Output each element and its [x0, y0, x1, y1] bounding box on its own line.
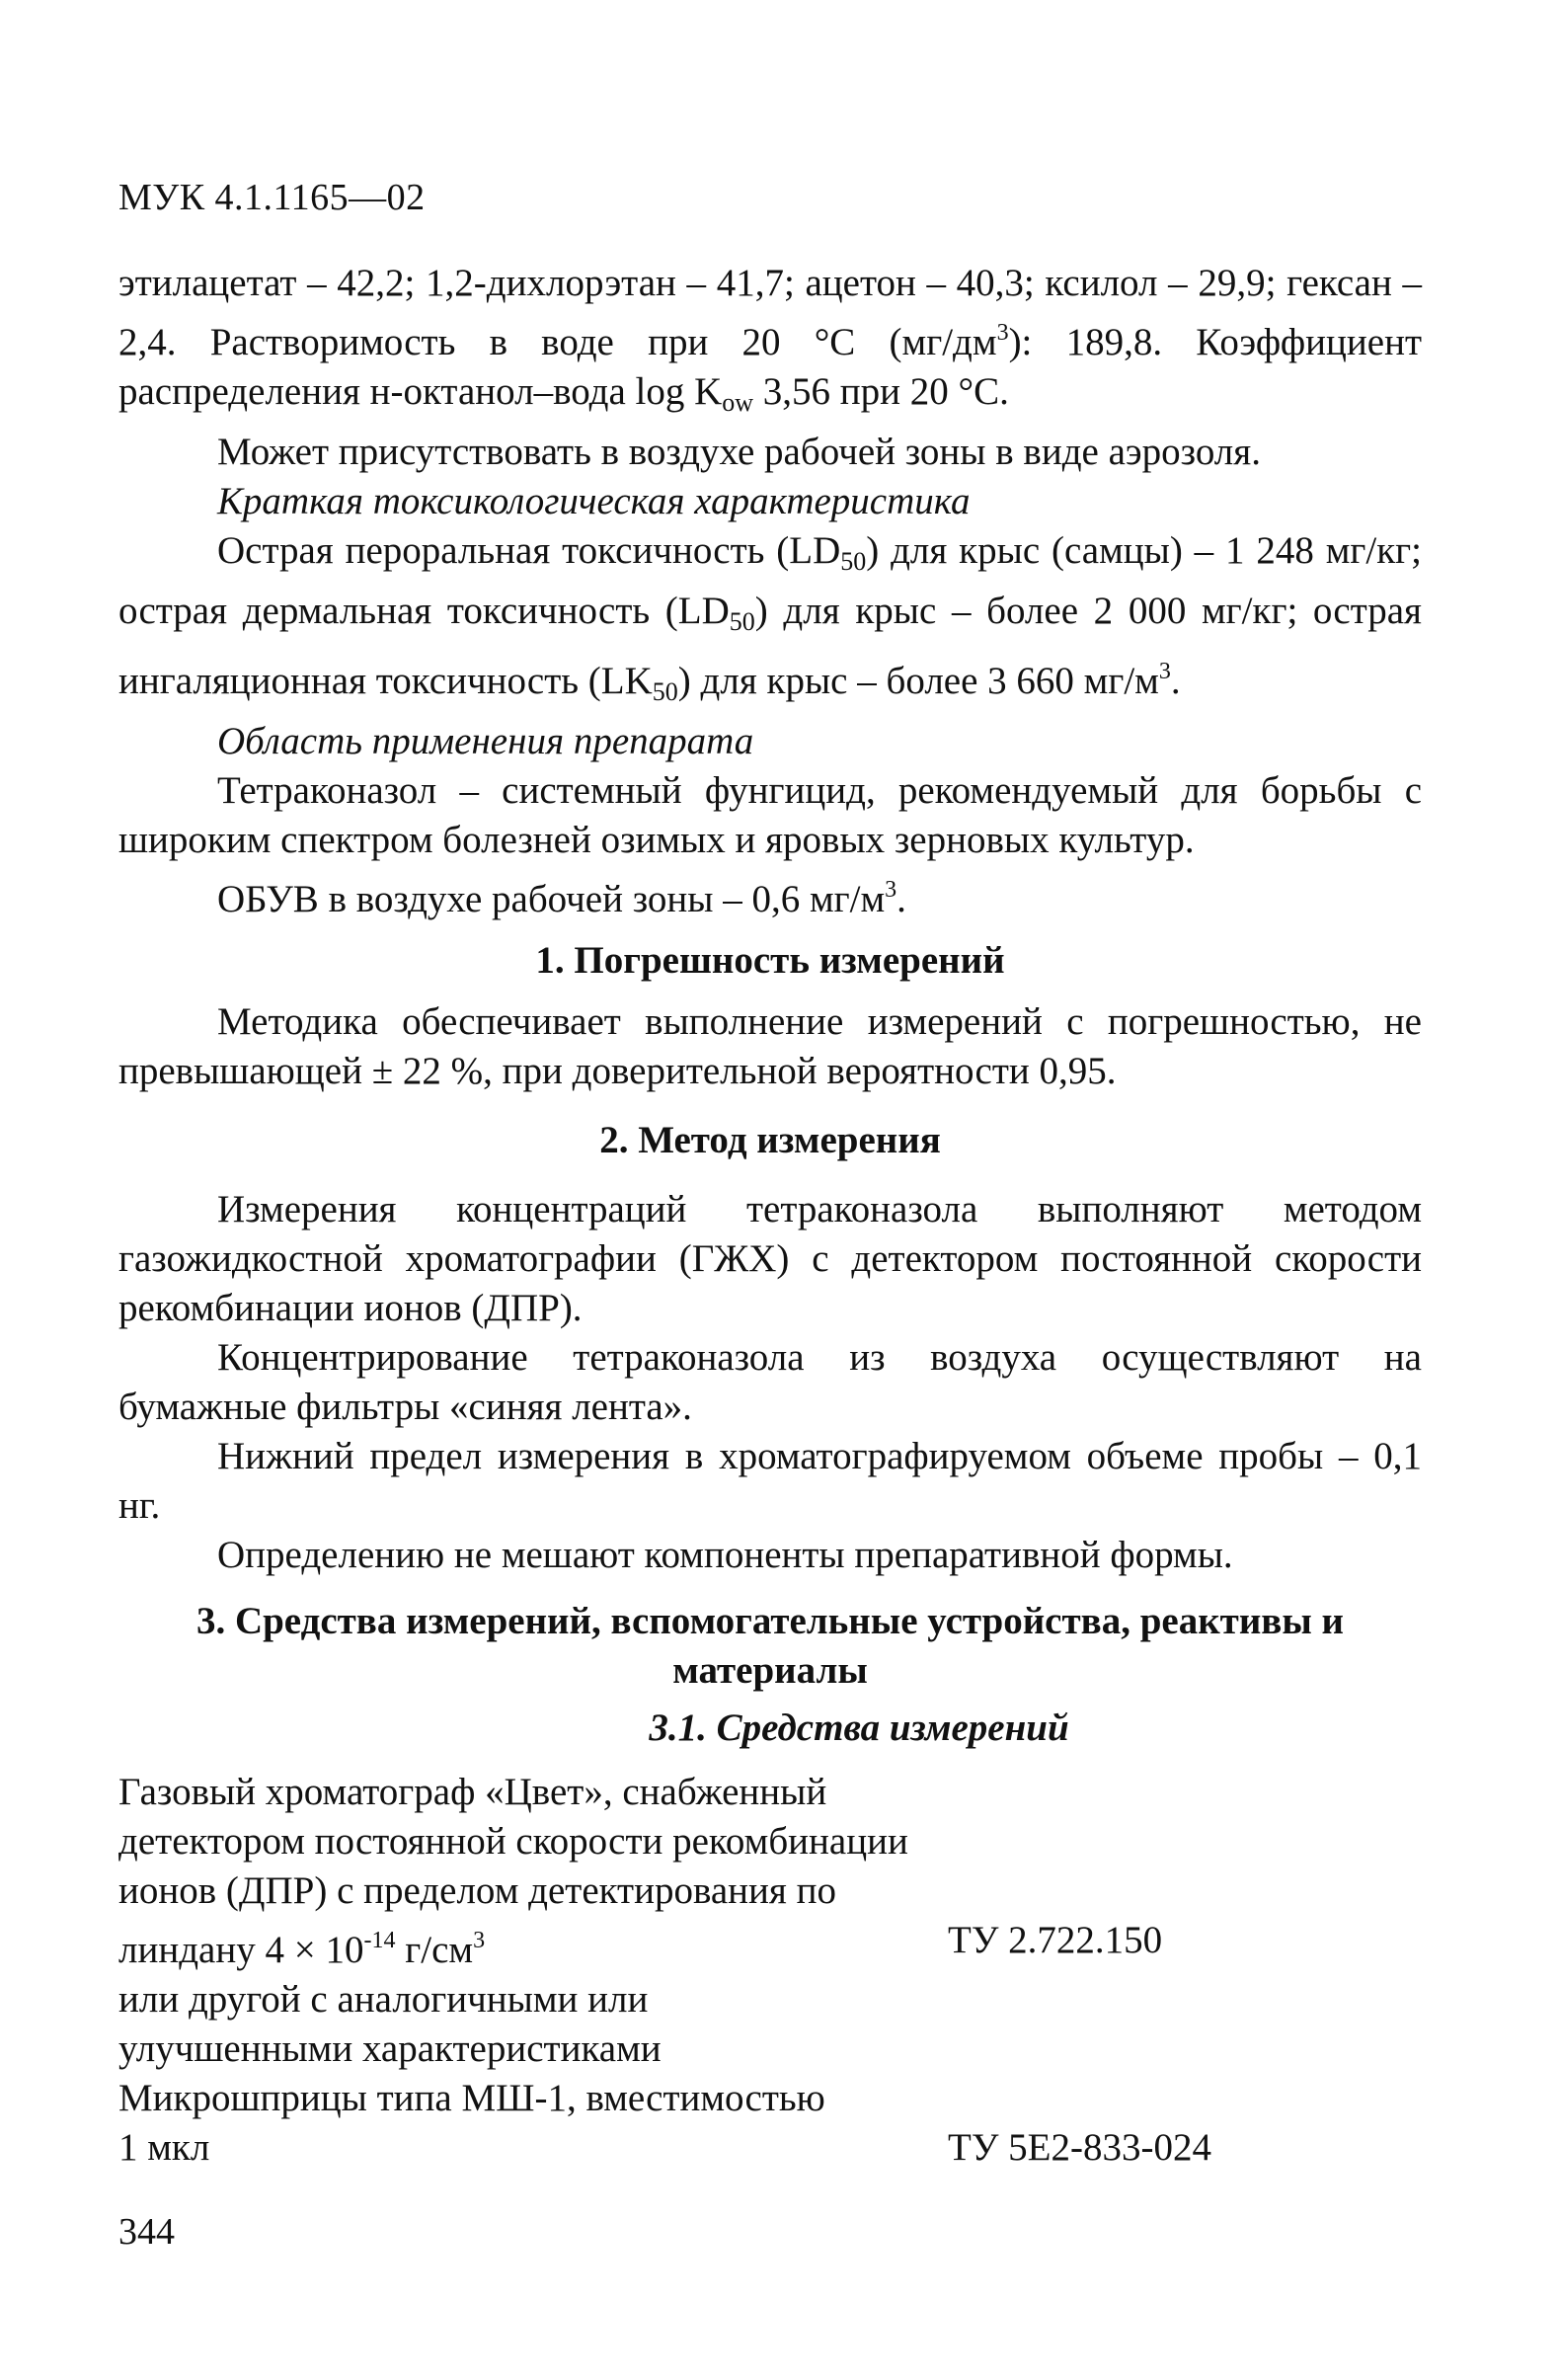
document-code: МУК 4.1.1165—02 — [118, 177, 426, 218]
subscript: ow — [722, 388, 754, 417]
section-2-body — [118, 1185, 1422, 1580]
tox-text-2: ) для крыс (самцы) – 1 248 мг/кг; острая дермальная токсичность (LD — [118, 529, 1422, 632]
concentration-paragraph: Концентрирование тетраконазола из воздуха осуществляют на бумажные фильтры «синяя лента». — [118, 1336, 1422, 1428]
tox-text-3: ) для крыс – более 2 000 мг/кг; острая ингаляционная токсичность (LK — [118, 590, 1422, 702]
intro-section — [118, 259, 1422, 924]
section-3-title-line2: материалы — [672, 1649, 868, 1692]
equipment-name — [118, 1768, 948, 2074]
interference-paragraph: Определению не мешают компоненты препаративной формы. — [217, 1534, 1233, 1576]
solubility-text: этилацетат – 42,2; 1,2-дихлорэтан – 41,7; ацетон – 40,3; ксилол – 29,9; гексан – 2,4. Растворимость в воде при 20 °С (мг/дм — [118, 262, 1422, 363]
subscript: 50 — [729, 607, 755, 636]
superscript: 3 — [885, 877, 897, 903]
subsection-3-1-title: 3.1. Средства измерений — [649, 1706, 1069, 1749]
tox-text-1: Острая пероральная токсичность (LD — [217, 529, 841, 572]
section-1-title: 1. Погрешность измерений — [535, 939, 1005, 982]
superscript: 3 — [1158, 659, 1171, 684]
aerosol-paragraph: Может присутствовать в воздухе рабочей зоны в виде аэрозоля. — [217, 431, 1261, 473]
equipment-line: улучшенными характеристиками — [118, 2027, 662, 2070]
superscript: 3 — [473, 1928, 486, 1953]
obuv-text: ОБУВ в воздухе рабочей зоны – 0,6 мг/м — [217, 878, 886, 920]
equipment-line: Микрошприцы типа МШ-1, вместимостью — [118, 2077, 825, 2119]
method-paragraph: Измерения концентраций тетраконазола выполняют методом газожидкостной хроматографии (ГЖХ) с детектором постоянной скорости рекомбинации ионов (ДПР). — [118, 1188, 1422, 1329]
application-paragraph: Тетраконазол – системный фунгицид, рекомендуемый для борьбы с широким спектром болезней озимых и яровых зерновых культур. — [118, 769, 1422, 861]
lower-limit-paragraph: Нижний предел измерения в хроматографируемом объеме пробы – 0,1 нг. — [118, 1435, 1422, 1527]
equipment-line — [118, 1916, 948, 1975]
section-1-body — [118, 997, 1422, 1096]
equipment-line: или другой с аналогичными или — [118, 1978, 649, 2021]
superscript: 3 — [996, 320, 1009, 346]
superscript: -14 — [363, 1928, 396, 1953]
equipment-line: 1 мкл — [118, 2126, 210, 2169]
toxicology-paragraph — [118, 526, 1422, 717]
equipment-line-text: г/см — [395, 1929, 474, 1971]
equipment-spec: ТУ 2.722.150 — [948, 1919, 1163, 1961]
equipment-spec: ТУ 5Е2-833-024 — [948, 2126, 1211, 2169]
equipment-line: ионов (ДПР) с пределом детектирования по — [118, 1869, 836, 1912]
section-3-title — [118, 1597, 1422, 1696]
subscript: 50 — [652, 677, 678, 706]
section-2-title: 2. Метод измерения — [599, 1119, 941, 1161]
tox-text-end: . — [1170, 660, 1181, 702]
section-1-paragraph: Методика обеспечивает выполнение измерений с погрешностью, не превышающей ± 22 %, при доверительной вероятности 0,95. — [118, 1000, 1422, 1092]
equipment-line: детектором постоянной скорости рекомбинации — [118, 1820, 908, 1863]
obuv-text-end: . — [896, 878, 906, 920]
page-number: 344 — [118, 2211, 175, 2253]
application-heading: Область применения препарата — [217, 720, 754, 762]
equipment-item — [118, 2074, 1422, 2173]
solubility-text-end: 3,56 при 20 °С. — [753, 370, 1009, 413]
equipment-list — [118, 1768, 1422, 2173]
subscript: 50 — [840, 547, 867, 576]
obuv-paragraph — [118, 865, 1422, 924]
section-3-title-line1: 3. Средства измерений, вспомогательные устройства, реактивы и — [195, 1600, 1345, 1642]
equipment-name — [118, 2074, 948, 2173]
tox-text-4: ) для крыс – более 3 660 мг/м — [677, 660, 1159, 702]
equipment-line-text: линдану 4 × 10 — [118, 1929, 364, 1971]
solubility-paragraph — [118, 259, 1422, 428]
equipment-line: Газовый хроматограф «Цвет», снабженный — [118, 1771, 827, 1813]
solubility-text-cont: ): 189,8. Коэффициент распределения н-октанол–вода log K — [118, 321, 1422, 413]
equipment-item — [118, 1768, 1422, 2074]
toxicology-heading: Краткая токсикологическая характеристика — [217, 480, 971, 522]
